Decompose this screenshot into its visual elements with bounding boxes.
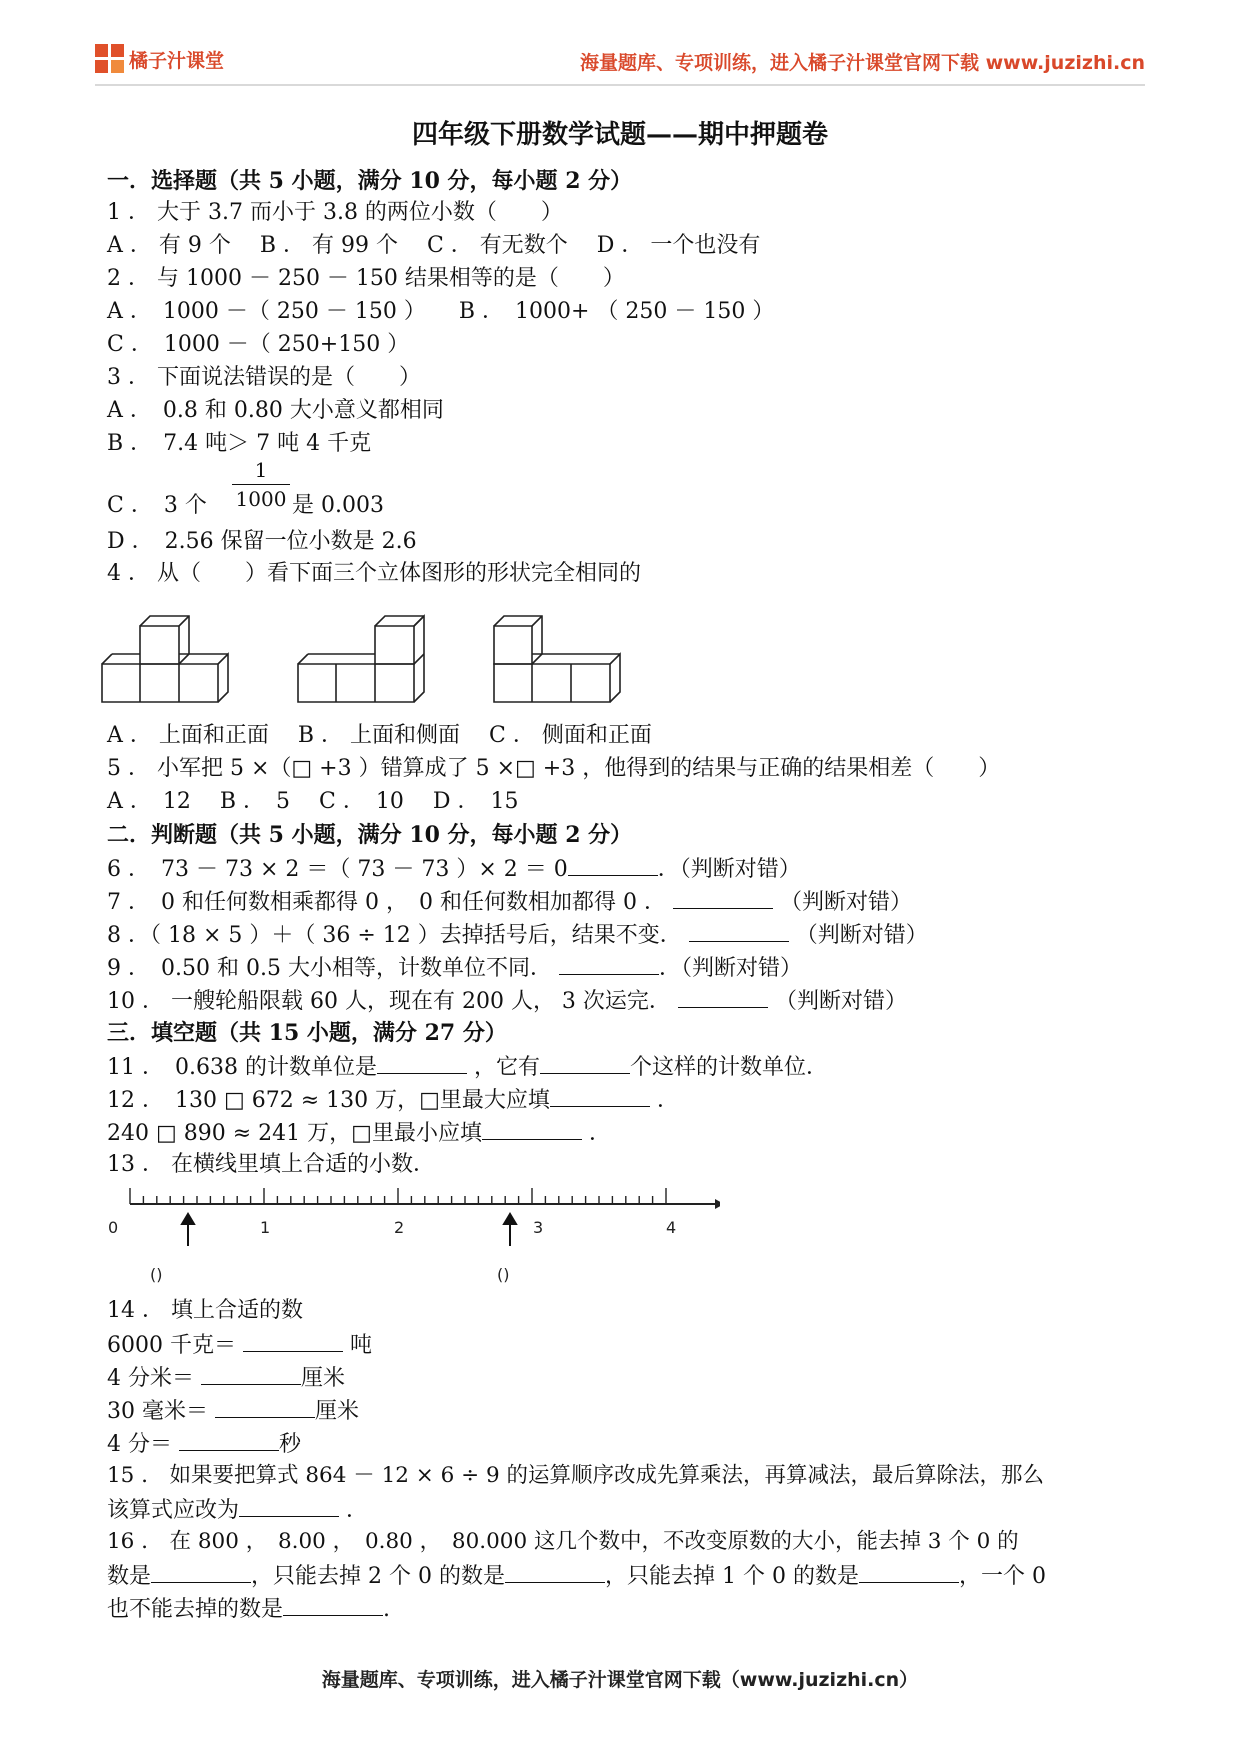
question-6-suffix: ．（判断对错） (657, 857, 801, 882)
question-4-options: A ． 上面和正面 B ． 上面和侧面 C ． 侧面和正面 (107, 723, 652, 748)
exam-title: 四年级下册数学试题——期中押题卷 (411, 120, 828, 150)
question-14-c-unit: 厘米 (315, 1399, 360, 1424)
question-14-a-text: 6000 千克＝ (107, 1333, 236, 1358)
question-6 (107, 853, 801, 885)
fraction (232, 458, 290, 511)
question-14-a (107, 1329, 372, 1361)
answer-blank[interactable] (482, 1117, 582, 1140)
question-14-c (107, 1395, 359, 1427)
page-header (95, 40, 1145, 84)
question-14: 14 ． 填上合适的数 (107, 1298, 303, 1323)
number-line-label: 3 (533, 1218, 544, 1237)
answer-blank[interactable] (678, 985, 768, 1008)
question-3-option-c-suffix: 是 0.003 (292, 493, 384, 518)
question-9 (107, 952, 802, 984)
question-14-b (107, 1362, 345, 1394)
question-4: 4 ． 从（ ）看下面三个立体图形的形状完全相同的 (107, 561, 641, 586)
question-16-part-3 (107, 1593, 390, 1625)
header-divider (95, 84, 1145, 86)
question-2: 2 ． 与 1000 － 250 － 150 结果相等的是（ ） (107, 266, 625, 291)
question-15-part-2 (107, 1494, 368, 1526)
question-12-period: ． (656, 1088, 679, 1113)
question-9-suffix: ．（判断对错） (658, 956, 802, 981)
page-footer: 海量题库、专项训练，进入橘子汁课堂官网下载（www.juzizhi.cn） (321, 1669, 919, 1691)
number-line-label: 1 (260, 1218, 271, 1237)
question-14-b-unit: 厘米 (301, 1366, 346, 1391)
answer-blank[interactable] (377, 1051, 467, 1074)
question-14-b-text: 4 分米＝ (107, 1366, 194, 1391)
question-14-a-unit: 吨 (349, 1333, 372, 1358)
question-3-option-d: D ． 2.56 保留一位小数是 2.6 (107, 529, 417, 554)
answer-blank[interactable] (151, 1560, 251, 1583)
answer-blank[interactable] (550, 1084, 650, 1107)
question-3-option-a: A ． 0.8 和 0.80 大小意义都相同 (107, 398, 444, 423)
question-5: 5 ． 小军把 5 ×（□ +3 ）错算成了 5 ×□ +3 ，他得到的结果与正确的结果相差（ ） (107, 756, 1001, 781)
answer-blank[interactable] (673, 886, 773, 909)
question-7 (107, 886, 912, 918)
question-7-text: 7 ． 0 和任何数相乘都得 0 ， 0 和任何数相加都得 0 ． (107, 890, 666, 915)
question-16-part-2 (107, 1560, 1046, 1592)
answer-blank[interactable] (505, 1560, 605, 1583)
question-5-options: A ． 12 B ． 5 C ． 10 D ． 15 (107, 789, 519, 814)
question-14-c-text: 30 毫米＝ (107, 1399, 208, 1424)
question-10 (107, 985, 907, 1017)
question-12 (107, 1084, 679, 1116)
question-8-suffix: （判断对错） (795, 923, 928, 948)
answer-blank[interactable] (568, 853, 658, 876)
question-16-text-6: 也不能去掉的数是 (107, 1597, 284, 1622)
question-3-option-b: B ． 7.4 吨＞ 7 吨 4 千克 (107, 431, 372, 456)
answer-blank[interactable] (540, 1051, 630, 1074)
section-3-heading: 三．填空题（共 15 小题，满分 27 分） (107, 1020, 507, 1046)
answer-blank[interactable] (215, 1395, 315, 1418)
section-2-heading: 二．判断题（共 5 小题，满分 10 分，每小题 2 分） (107, 822, 633, 848)
answer-blank[interactable] (201, 1362, 301, 1385)
question-16-text-2: 数是 (107, 1564, 152, 1589)
question-12-text: 12 ． 130 □ 672 ≈ 130 万，□里最大应填 (107, 1088, 550, 1113)
number-line-label: 4 (666, 1218, 677, 1237)
brand-name: 橘子汁课堂 (129, 50, 225, 72)
answer-blank[interactable] (859, 1560, 959, 1583)
question-12-period-2: ． (588, 1121, 611, 1146)
question-13: 13 ． 在横线里填上合适的小数． (107, 1152, 435, 1177)
number-line-label: 0 (108, 1218, 119, 1237)
question-11-suffix: 个这样的计数单位． (629, 1055, 828, 1080)
question-14-d (107, 1428, 301, 1460)
up-arrow-head-icon (504, 1214, 516, 1224)
cube-figure-3 (494, 616, 620, 702)
logo-icon (95, 44, 125, 74)
fraction-denominator: 1000 (235, 487, 287, 511)
question-10-text: 10 ． 一艘轮船限载 60 人，现在有 200 人， 3 次运完． (107, 989, 671, 1014)
question-15-period: ． (346, 1498, 369, 1523)
up-arrow-head-icon (182, 1214, 194, 1224)
question-8-text: 8 ．（ 18 × 5 ）＋（ 36 ÷ 12 ）去掉括号后，结果不变． (107, 923, 682, 948)
question-12-part-2 (107, 1117, 611, 1149)
question-11-middle: ，它有 (473, 1055, 540, 1080)
number-line-arrow-icon (715, 1199, 720, 1209)
answer-mark: () (150, 1265, 163, 1284)
cube-figure-2 (298, 616, 424, 702)
answer-blank[interactable] (689, 919, 789, 942)
question-11-text: 11 ． 0.638 的计数单位是 (107, 1055, 377, 1080)
question-16: 16 ． 在 800 ， 8.00 ， 0.80 ， 80.000 这几个数中，不改变原数的大小，能去掉 3 个 0 的 (107, 1529, 1019, 1554)
answer-blank[interactable] (283, 1593, 383, 1616)
question-15-text-2: 该算式应改为 (107, 1498, 240, 1523)
question-1-options: A ． 有 9 个 B ． 有 99 个 C ． 有无数个 D ． 一个也没有 (107, 233, 761, 258)
question-3-option-c-prefix: C ． 3 个 (107, 493, 207, 518)
answer-blank[interactable] (559, 952, 659, 975)
answer-blank[interactable] (243, 1329, 343, 1352)
question-16-period: . (383, 1597, 391, 1622)
question-7-suffix: （判断对错） (779, 890, 912, 915)
answer-blank[interactable] (179, 1428, 279, 1451)
question-15: 15 ． 如果要把算式 864 － 12 × 6 ÷ 9 的运算顺序改成先算乘法，再算减法，最后算除法，那么 (107, 1463, 1044, 1488)
header-slogan: 海量题库、专项训练，进入橘子汁课堂官网下载 www.juzizhi.cn (580, 52, 1145, 74)
question-14-d-text: 4 分＝ (107, 1432, 172, 1457)
answer-mark: () (497, 1265, 510, 1284)
fraction-bar (232, 484, 290, 485)
section-1-heading: 一．选择题（共 5 小题，满分 10 分，每小题 2 分） (107, 168, 633, 194)
question-16-text-3: ，只能去掉 2 个 0 的数是 (251, 1564, 505, 1589)
question-9-text: 9 ． 0.50 和 0.5 大小相等，计数单位不同． (107, 956, 552, 981)
question-16-text-5: ，一个 0 (958, 1564, 1046, 1589)
question-12-text-2: 240 □ 890 ≈ 241 万，□里最小应填 (107, 1121, 482, 1146)
cube-figure-1 (102, 616, 228, 702)
answer-blank[interactable] (239, 1494, 339, 1517)
question-1: 1 ． 大于 3.7 而小于 3.8 的两位小数（ ） (107, 200, 563, 225)
question-8 (107, 919, 928, 951)
question-14-d-unit: 秒 (279, 1432, 302, 1457)
question-2-options-ab: A ． 1000 －（ 250 － 150 ） B ． 1000+ （ 250 － 150 ） (107, 299, 775, 324)
number-line-label: 2 (394, 1218, 405, 1237)
question-3: 3 ． 下面说法错误的是（ ） (107, 365, 421, 390)
question-16-text-4: ，只能去掉 1 个 0 的数是 (604, 1564, 859, 1589)
fraction-numerator: 1 (254, 458, 268, 482)
number-line (100, 1180, 720, 1300)
question-10-suffix: （判断对错） (774, 989, 907, 1014)
question-2-option-c: C ． 1000 －（ 250+150 ） (107, 332, 410, 357)
question-6-text: 6 ． 73 － 73 × 2 ＝（ 73 － 73 ）× 2 ＝ 0 (107, 857, 568, 882)
question-11 (107, 1051, 828, 1083)
cube-figures (100, 596, 660, 706)
